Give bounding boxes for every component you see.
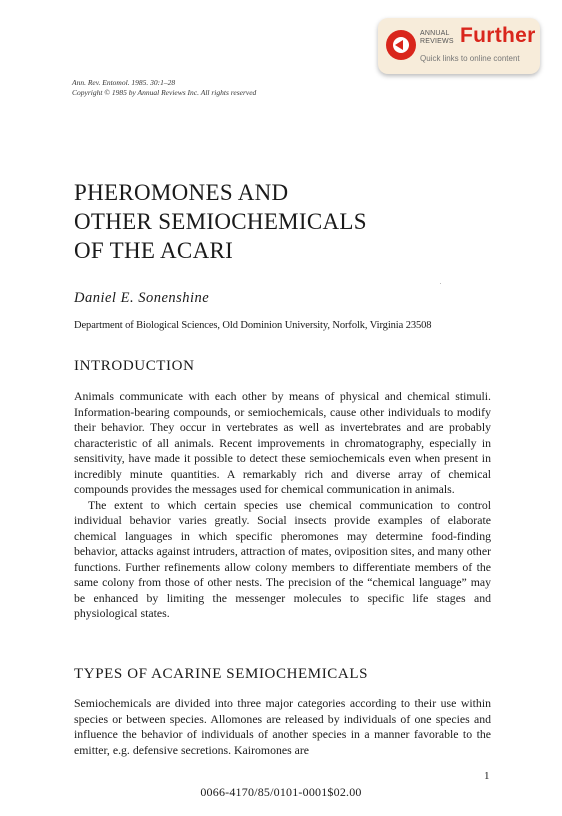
further-tagline: Quick links to online content [420, 54, 520, 63]
author-affiliation: Department of Biological Sciences, Old Dominion University, Norfolk, Virginia 23508 [74, 320, 432, 331]
annual-reviews-logo-text [420, 30, 454, 46]
arrow-left-icon [395, 40, 403, 50]
footer-price-code: 0066-4170/85/0101-0001$02.00 [200, 785, 362, 799]
title-line-3: OF THE ACARI [74, 238, 234, 263]
brand-line-reviews: REVIEWS [420, 38, 454, 45]
scan-speck [440, 283, 441, 284]
arrow-circle-inner [393, 37, 409, 53]
introduction-paragraph-2: The extent to which certain species use chemical communication to control individual behavior varies greatly. Social insects provide examples of elaborate chemical languages in which specific pheromones may determine food-finding behavior, attacks against intruders, attraction of mates, oviposition sites, and many other functions. Further refinements allow colony members to differentiate members of the same colony from those of other nests. The precision of the “chemical language” may be enhanced by limiting the messenger molecules to specific life stages and physiological states. [74, 497, 491, 620]
title-line-2: OTHER SEMIOCHEMICALS [74, 209, 367, 234]
arrow-circle-icon [386, 30, 416, 60]
types-paragraph-1: Semiochemicals are divided into three major categories according to their use within species or between species. Allomones are released by individuals of one species and influence the behavior of individuals of another species in a manner favorable to the emitter, e.g. defensive secretions. Kairomones are [74, 696, 491, 757]
further-label: Further [460, 24, 536, 47]
citation-line-journal: Ann. Rev. Entomol. 1985. 30:1–28 [72, 78, 176, 87]
journal-citation [72, 78, 256, 98]
author-name: Daniel E. Sonenshine [74, 290, 210, 306]
citation-line-copyright: Copyright © 1985 by Annual Reviews Inc. All rights reserved [72, 88, 257, 97]
article-title [74, 178, 367, 265]
page-number: 1 [484, 770, 490, 782]
annual-reviews-further-badge[interactable] [378, 18, 540, 74]
introduction-body [74, 389, 491, 622]
brand-line-annual: ANNUAL [420, 30, 450, 37]
introduction-paragraph-1: Animals communicate with each other by means of physical and chemical stimuli. Information-bearing compounds, or semiochemicals, cause other individuals to modify their behavior. They occur in vertebrates as well as invertebrates and are probably characteristic of all animals. Recent improvements in chromatography, especially in sensitivity, have made it possible to detect these semiochemicals even when present in incredibly minute quantities. A remarkably rich and diverse array of chemical compounds provides the messages used for chemical communication in animals. [74, 389, 491, 496]
section-heading-types: TYPES OF ACARINE SEMIOCHEMICALS [74, 666, 369, 682]
types-body [74, 696, 491, 758]
title-line-1: PHEROMONES AND [74, 180, 289, 205]
section-heading-introduction: INTRODUCTION [74, 358, 195, 374]
